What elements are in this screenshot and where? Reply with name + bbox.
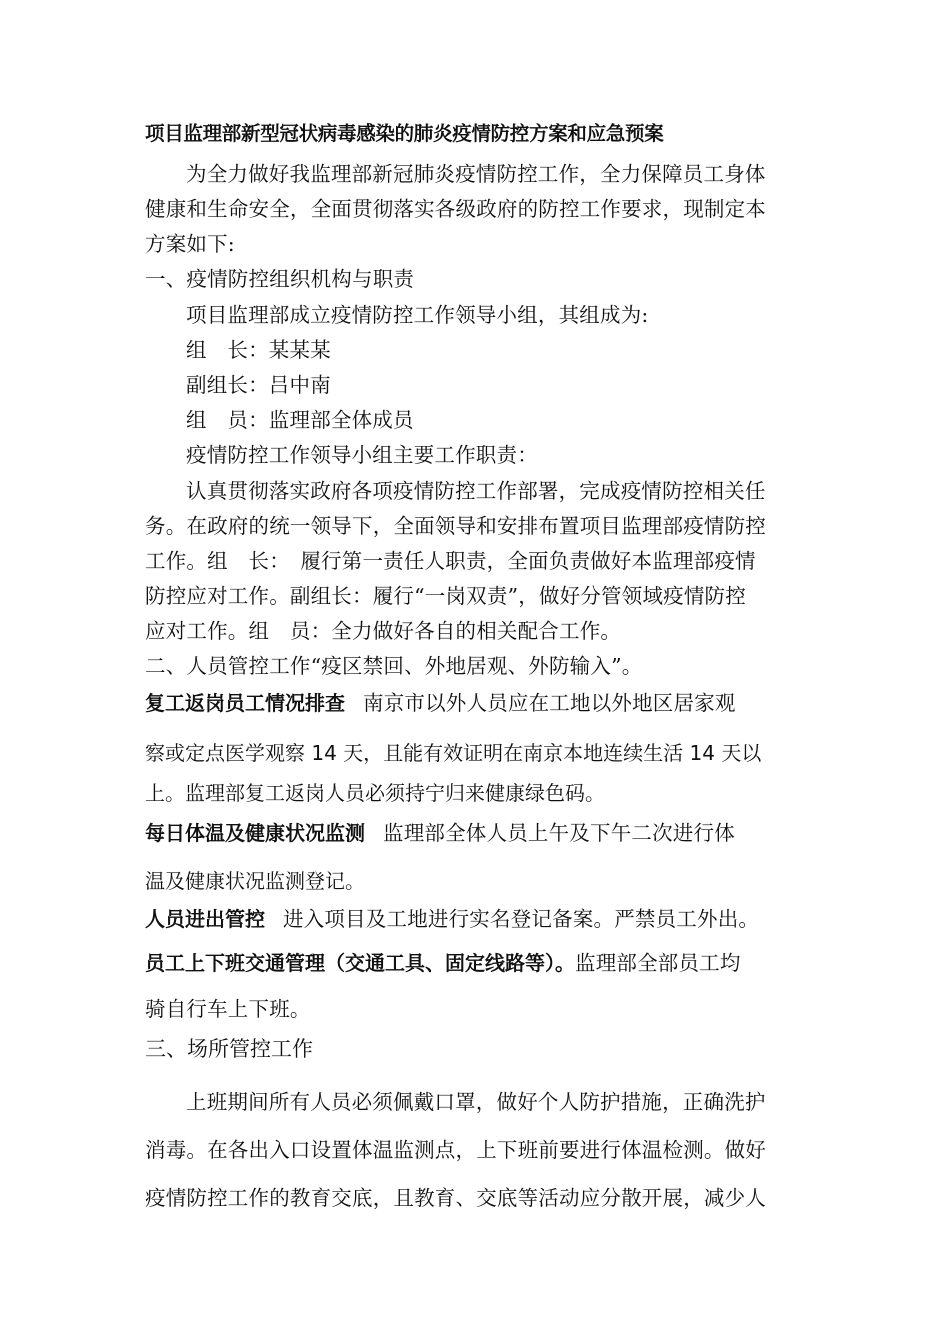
section2-heading: 二、人员管控工作“疫区禁回、外地居观、外防输入”。 <box>145 654 643 678</box>
duties-line-5: 应对工作。组 员：全力做好各自的相关配合工作。 <box>145 619 622 643</box>
member-deputy: 副组长：吕中南 <box>186 373 331 397</box>
intro-line-3: 方案如下: <box>145 232 235 256</box>
item-commute-text: 监理部全部员工均 <box>575 951 741 975</box>
item-temperature <box>145 818 735 848</box>
intro-line-2: 健康和生命安全，全面贯彻落实各级政府的防控工作要求，现制定本 <box>145 197 766 221</box>
section3-line-1: 上班期间所有人员必须佩戴口罩，做好个人防护措施，正确洗护 <box>186 1090 766 1114</box>
section3-line-2: 消毒。在各出入口设置体温监测点，上下班前要进行体温检测。做好 <box>145 1138 766 1162</box>
item-access-control-label: 人员进出管控 <box>145 907 265 931</box>
duties-heading: 疫情防控工作领导小组主要工作职责： <box>186 443 538 467</box>
item-return-check-line-2: 察或定点医学观察 14 天，且能有效证明在南京本地连续生活 14 天以 <box>145 741 762 765</box>
item-commute-label: 员工上下班交通管理（交通工具、固定线路等）。 <box>145 951 575 975</box>
item-return-check <box>145 688 736 718</box>
document-title: 项目监理部新型冠状病毒感染的肺炎疫情防控方案和应急预案 <box>145 122 664 145</box>
duties-line-4: 防控应对工作。副组长：履行“一岗双责”，做好分管领域疫情防控 <box>145 584 746 608</box>
item-access-control-text: 进入项目及工地进行实名登记备案。严禁员工外出。 <box>283 907 760 931</box>
member-staff: 组 员：监理部全体成员 <box>186 408 414 432</box>
member-leader: 组 长：某某某 <box>186 338 331 362</box>
duties-line-3: 工作。组 长： 履行第一责任人职责，全面负责做好本监理部疫情 <box>145 549 756 573</box>
section3-heading: 三、场所管控工作 <box>145 1037 313 1061</box>
item-temperature-text: 监理部全体人员上午及下午二次进行体 <box>383 821 735 845</box>
item-return-check-label: 复工返岗员工情况排查 <box>145 691 345 715</box>
item-return-check-line-3: 上。监理部复工返岗人员必须持宁归来健康绿色码。 <box>145 781 605 805</box>
section1-lead: 项目监理部成立疫情防控工作领导小组，其组成为: <box>186 303 649 327</box>
item-access-control <box>145 904 759 934</box>
item-commute <box>145 948 741 978</box>
item-temperature-label: 每日体温及健康状况监测 <box>145 821 365 845</box>
section1-heading: 一、疫情防控组织机构与职责 <box>145 267 415 291</box>
intro-line-1: 为全力做好我监理部新冠肺炎疫情防控工作，全力保障员工身体 <box>186 162 766 186</box>
item-return-check-text: 南京市以外人员应在工地以外地区居家观 <box>363 691 736 715</box>
item-temperature-line-2: 温及健康状况监测登记。 <box>145 869 365 893</box>
section3-line-3: 疫情防控工作的教育交底，且教育、交底等活动应分散开展，减少人 <box>145 1186 766 1210</box>
duties-line-2: 务。在政府的统一领导下，全面领导和安排布置项目监理部疫情防控 <box>145 514 766 538</box>
duties-line-1: 认真贯彻落实政府各项疫情防控工作部署，完成疫情防控相关任 <box>186 479 766 503</box>
item-commute-line-2: 骑自行车上下班。 <box>145 997 311 1021</box>
